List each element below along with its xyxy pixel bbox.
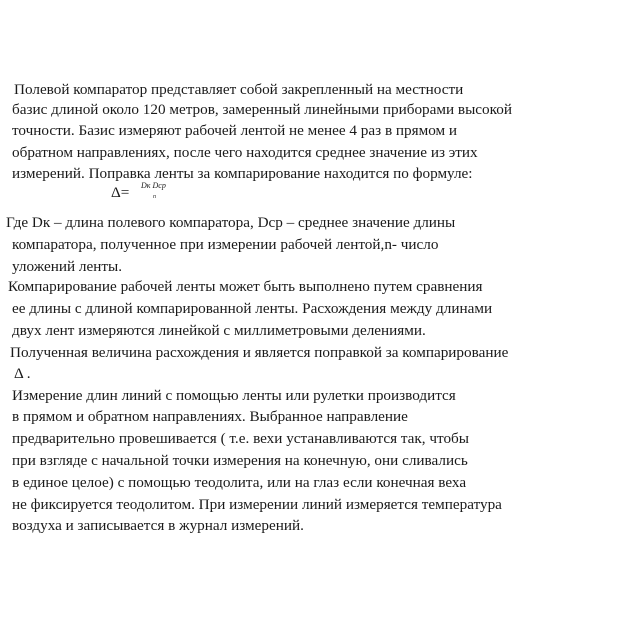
- paragraph-1-line-2: базис длиной около 120 метров, замеренный линейными приборами высокой: [12, 101, 512, 118]
- paragraph-1-line-1: Полевой компаратор представляет собой закрепленный на местности: [14, 81, 464, 98]
- paragraph-1-line-5: измерений. Поправка ленты за компарирование находится по формуле:: [12, 165, 473, 182]
- paragraph-4-line-5: в единое целое) с помощью теодолита, или на глаз если конечная веха: [12, 474, 467, 491]
- delta-symbol-line: Δ .: [14, 365, 31, 382]
- correction-formula: [111, 181, 191, 211]
- paragraph-2-line-2: компаратора, полученное при измерении рабочей лентой,n- число: [12, 236, 439, 253]
- paragraph-3-line-1: Компарирование рабочей ленты может быть выполнено путем сравнения: [8, 278, 483, 295]
- formula-numerator: Dк Dср: [141, 181, 166, 190]
- paragraph-4-line-1: Измерение длин линий с помощью ленты или рулетки производится: [12, 387, 456, 404]
- paragraph-4-line-6: не фиксируется теодолитом. При измерении линий измеряется температура: [12, 496, 502, 513]
- paragraph-3-line-3: двух лент измеряются линейкой с миллиметровыми делениями.: [12, 322, 426, 339]
- formula-lhs: Δ=: [111, 184, 130, 201]
- paragraph-1-line-3: точности. Базис измеряют рабочей лентой не менее 4 раз в прямом и: [12, 122, 458, 139]
- paragraph-4-line-4: при взгляде с начальной точки измерения на конечную, они сливались: [12, 452, 468, 469]
- paragraph-1-line-4: обратном направлениях, после чего находится среднее значение из этих: [12, 144, 478, 161]
- paragraph-4-line-3: предварительно провешивается ( т.е. вехи устанавливаются так, чтобы: [12, 430, 469, 447]
- formula-fraction-bar: [139, 191, 177, 192]
- paragraph-2-line-1: Где Dк – длина полевого компаратора, Dср – среднее значение длины: [6, 214, 456, 231]
- paragraph-4-line-7: воздуха и записывается в журнал измерений.: [12, 517, 304, 534]
- formula-denominator: n: [153, 194, 156, 200]
- paragraph-3-line-2: ее длины с длиной компарированной ленты. Расхождения между длинами: [12, 300, 493, 317]
- paragraph-4-line-2: в прямом и обратном направлениях. Выбранное направление: [12, 408, 408, 425]
- paragraph-3-line-4: Полученная величина расхождения и является поправкой за компарирование: [10, 344, 509, 361]
- paragraph-2-line-3: уложений ленты.: [12, 258, 123, 275]
